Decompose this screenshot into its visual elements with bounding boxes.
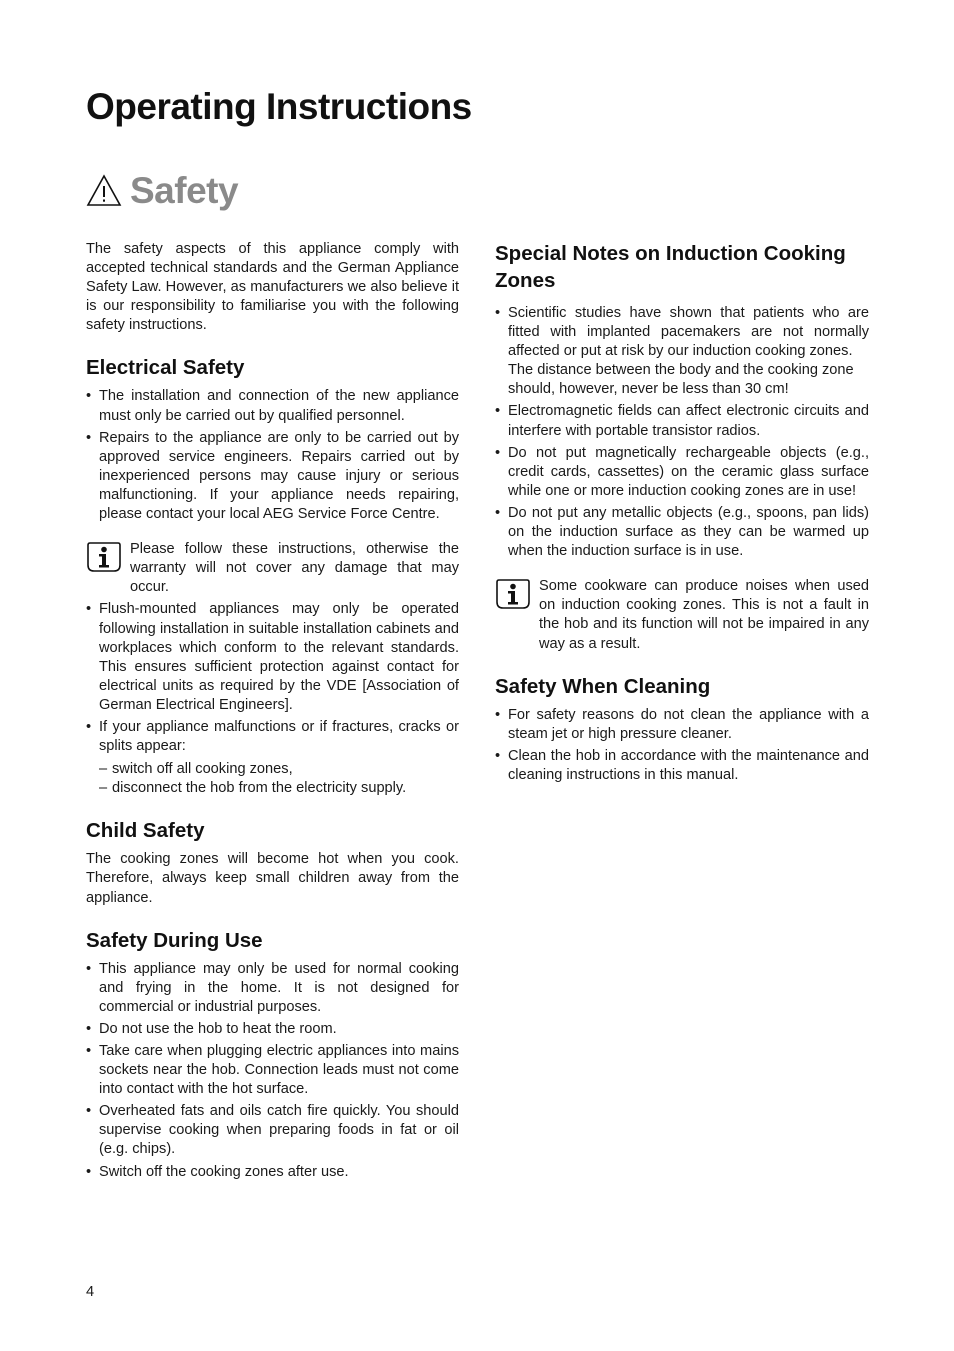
info-note xyxy=(495,577,869,653)
child-safety-text: The cooking zones will become hot when you cook. Therefore, always keep small children away from the appliance. xyxy=(86,851,459,906)
during-use-list xyxy=(86,960,459,1182)
heading-induction-notes: Special Notes on Induction Cooking Zones xyxy=(495,242,846,292)
note-text: Some cookware can produce noises when used on induction cooking zones. This is not a fault in the hob and its function will not be impaired in any way as a result. xyxy=(539,578,869,652)
heading-safety-during-use: Safety During Use xyxy=(86,928,263,952)
heading-electrical-safety: Electrical Safety xyxy=(86,356,245,380)
induction-list xyxy=(495,304,869,561)
list-item: • Overheated fats and oils catch fire quickly. You should supervise cooking when preparing foods in fat or oil (e.g. chips). xyxy=(86,1102,459,1159)
warning-triangle-icon xyxy=(86,173,122,209)
list-item xyxy=(495,304,869,399)
list-item xyxy=(86,718,459,798)
list-item: • For safety reasons do not clean the appliance with a steam jet or high pressure cleaner. xyxy=(495,706,869,744)
list-item: • Do not use the hob to heat the room. xyxy=(86,1020,459,1039)
section-title xyxy=(86,170,238,212)
heading-child-safety: Child Safety xyxy=(86,819,205,843)
list-item: • Electromagnetic fields can affect electronic circuits and interfere with portable transistor radios. xyxy=(495,402,869,440)
list-item: • Flush-mounted appliances may only be operated following installation in suitable installation cabinets and workplaces which conform to the relevant standards. This ensures sufficient protection against contact for electrical units as required by the VDE [Association of German Electrical Engineers]. xyxy=(86,600,459,715)
right-column xyxy=(495,240,869,788)
list-item: • Clean the hob in accordance with the maintenance and cleaning instructions in this manual. xyxy=(495,747,869,785)
page-title: Operating Instructions xyxy=(86,86,472,127)
list-item: • Do not put any metallic objects (e.g., spoons, pan lids) on the induction surface as they can be warmed up when the induction surface is in use. xyxy=(495,504,869,561)
list-item: • Take care when plugging electric appliances into mains sockets near the hob. Connection leads must not come into contact with the hot surface. xyxy=(86,1042,459,1099)
info-icon xyxy=(495,578,531,610)
intro-paragraph: The safety aspects of this appliance comply with accepted technical standards and the German Appliance Safety Law. However, as manufacturers we also believe it is our responsibility to familiarise you with the following safety instructions. xyxy=(86,241,459,334)
sub-list-item: – disconnect the hob from the electricity supply. xyxy=(99,779,459,798)
page-number: 4 xyxy=(86,1284,95,1300)
sub-list-item: – switch off all cooking zones, xyxy=(99,760,459,779)
electrical-list xyxy=(86,387,459,524)
section-title-text: Safety xyxy=(130,170,239,211)
sub-list xyxy=(99,760,459,798)
list-item: • This appliance may only be used for normal cooking and frying in the home. It is not designed for commercial or industrial purposes. xyxy=(86,960,459,1017)
electrical-list-continued xyxy=(86,600,459,798)
cleaning-list xyxy=(495,706,869,785)
list-item-text: The distance between the body and the cooking zone should, however, never be less than 30 cm! xyxy=(508,362,854,398)
left-column xyxy=(86,240,459,1185)
list-item-text: If your appliance malfunctions or if fractures, cracks or splits appear: xyxy=(99,718,459,755)
heading-safety-when-cleaning: Safety When Cleaning xyxy=(495,674,711,698)
list-item-text: • Scientific studies have shown that patients who are fitted with implanted pacemakers are not normally affected or put at risk by our induction cooking zones. xyxy=(508,305,869,360)
list-item: • Repairs to the appliance are only to be carried out by approved service engineers. Repairs carried out by inexperienced persons may cause injury or serious malfunctioning. If your appliance needs repairing, please contact your local AEG Service Force Centre. xyxy=(86,429,459,524)
list-item: • Do not put magnetically rechargeable objects (e.g., credit cards, cassettes) on the ceramic glass surface while one or more induction cooking zones are in use! xyxy=(495,444,869,501)
list-item: • Switch off the cooking zones after use. xyxy=(86,1163,459,1182)
note-text: Please follow these instructions, otherwise the warranty will not cover any damage that may occur. xyxy=(130,541,459,596)
list-item: • The installation and connection of the new appliance must only be carried out by qualified personnel. xyxy=(86,387,459,425)
info-note xyxy=(86,540,459,597)
info-icon xyxy=(86,541,122,573)
